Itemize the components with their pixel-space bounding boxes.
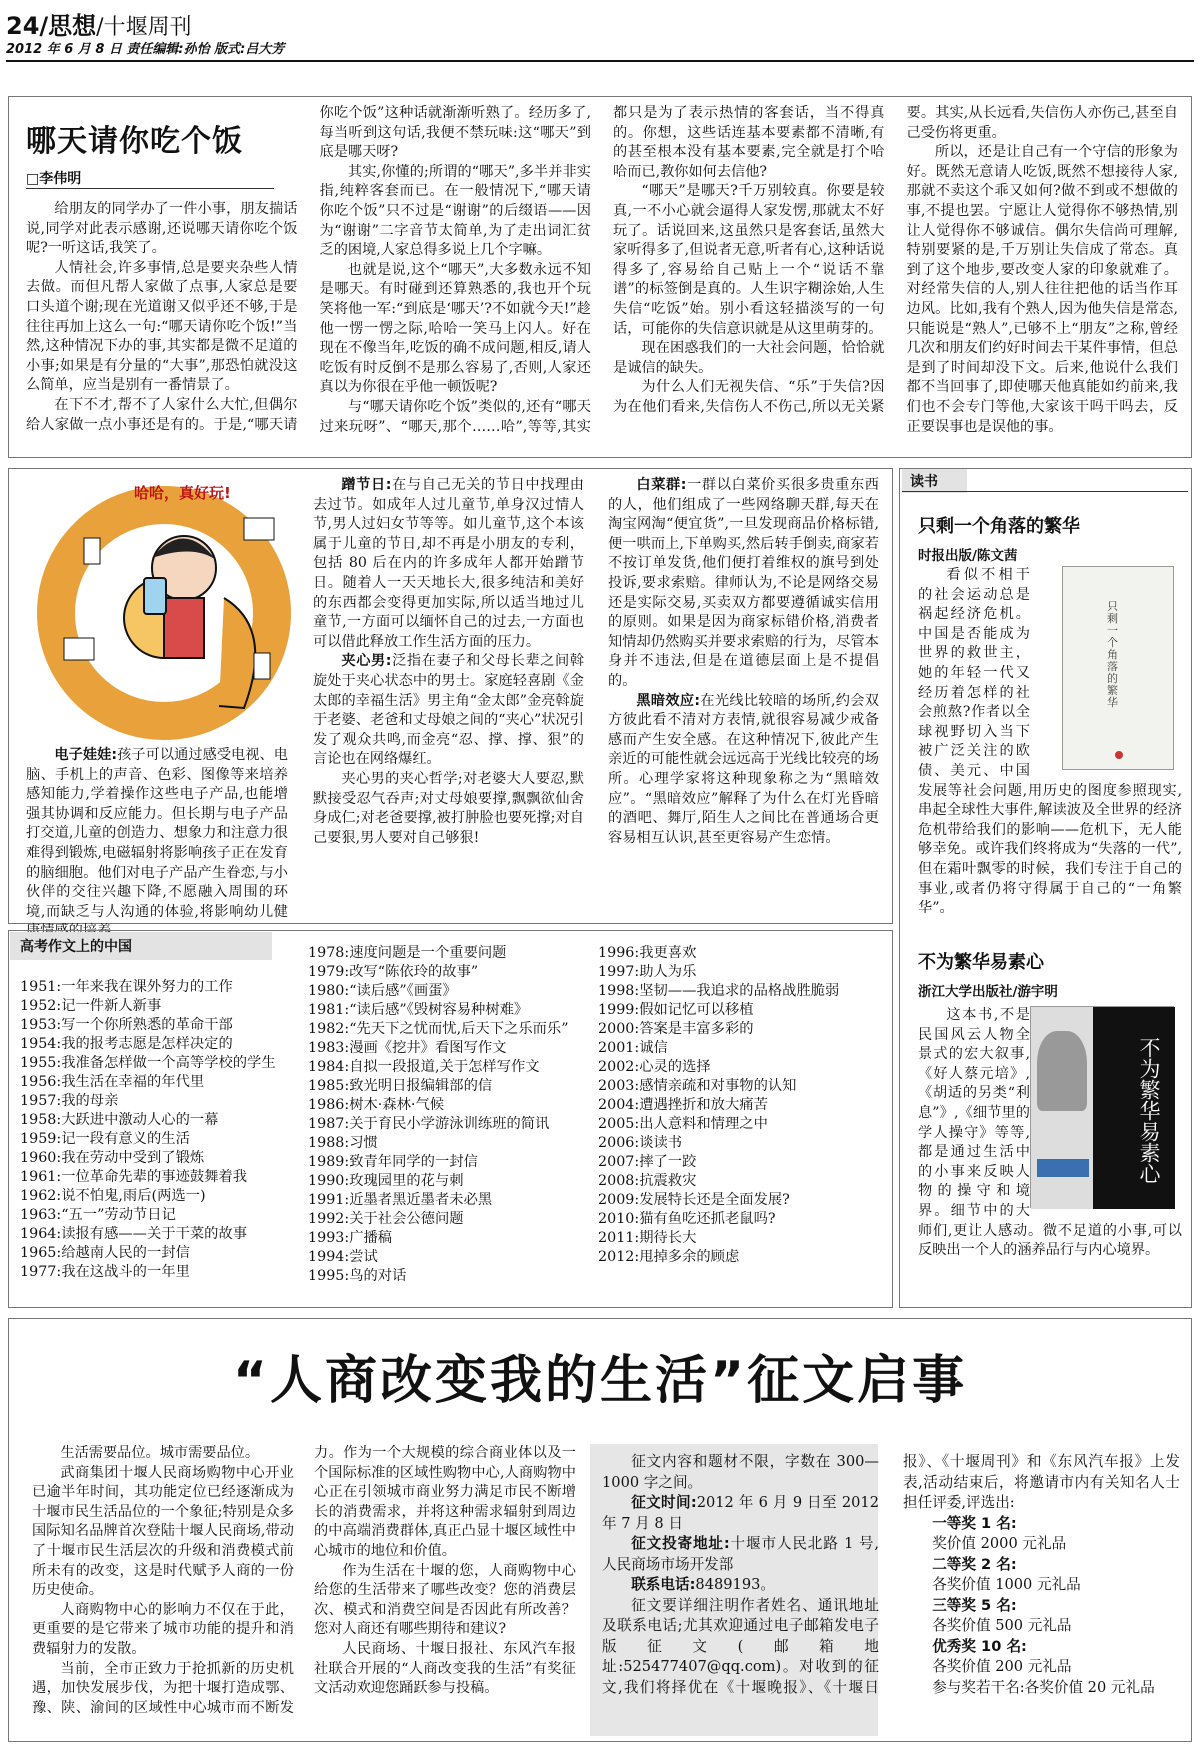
- essay-topic: 1986:树木·森林·气候: [308, 1097, 445, 1113]
- article1-paragraph: 在下不才,帮不了人家什么大忙,但偶尔给人家做一点小事还是有的。于是,“哪天请你吃个饭”这种话就渐渐听熟了。经历多了,每当听到这句话,我便不禁玩味:这“哪天”到底是哪天呀?: [26, 105, 591, 433]
- page-header: [6, 6, 192, 41]
- book2-title: 不为繁华易素心: [918, 952, 1044, 973]
- essay-topic: 1984:自拟一段报道,关于怎样写作文: [308, 1059, 540, 1075]
- essay-topic: 1985:致光明日报编辑部的信: [308, 1078, 493, 1094]
- book2-publisher: 浙江大学出版社/游宇明: [918, 984, 1058, 1000]
- term-label: 蹭节日:: [341, 477, 392, 493]
- essay-topic: 1997:助人为乐: [598, 964, 697, 980]
- essay-topic: 1951:一年来我在课外努力的工作: [20, 979, 233, 995]
- reading-tab: 读书: [902, 469, 967, 493]
- info-time-label: 征文时间:: [631, 1494, 697, 1511]
- essay-topic: 1988:习惯: [308, 1135, 378, 1151]
- info-content-text: 征文内容和题材不限，字数在 300—1000 字之间。: [602, 1453, 879, 1491]
- info-address: [602, 1534, 879, 1575]
- term-entry: [26, 746, 288, 942]
- article2-body-top: [313, 476, 879, 916]
- mobile-icon: [84, 538, 100, 564]
- book1-cover-float: [1030, 566, 1182, 778]
- term-text: 在与自己无关的节日中找理由去过节。如成年人过儿童节,单身汉过情人节,男人过妇女节等等。如儿童节,这个本该属于儿童的节日,却不再是小朋友的专利，包括 80 后在内的许多成年人都开始蹭节日。随着人一天天地长大,很多纯洁和美好的东西都会变得更加实际,所以适当地过儿童节,一方面可以缅怀自己的过去,一方面也可以借此释放工作生活方面的压力。: [313, 477, 584, 650]
- article1-paragraph: 也就是说,这个“哪天”,大多数永远不知是哪天。有时碰到还算熟悉的,我也开个玩笑将他一军:“到底是‘哪天’?不如就今天!”趁他一愣一愣之际,哈哈一笑马上闪人。好在现在不像当年,吃饭的确不成问题,相反,请人吃饭有时反倒不是那么容易了,否则,人家还真以为你很在乎他一顿饭呢?: [319, 261, 591, 396]
- article1-title: 哪天请你吃个饭: [26, 124, 243, 159]
- zhengwen-paragraph: 当前，全市正致力于抢抓新的历史机遇，加快发展步伐，为把十堰打造成鄂、豫、陕、渝间的区域性中心城市而不断发力。作为一个大规模的综合商业体以及一个国际标准的区域性购物中心,人商购物中心正在引领城市商业努力满足市民不断增长的消费需求，并将这种需求辐射到周边的中高端消费群体,真正凸显十堰区域性中心城市的地位和价值。: [32, 1445, 576, 1716]
- info-content: [602, 1452, 879, 1493]
- info-address-text: 十堰市人民北路 1 号,人民商场市场开发部: [602, 1535, 880, 1573]
- prize-value: 各奖价值 500 元礼品: [932, 1617, 1072, 1634]
- gaokao-list-1: [20, 978, 276, 1282]
- info-address-label: 征文投寄地址:: [631, 1535, 730, 1552]
- book1-title: 只剩一个角落的繁华: [918, 516, 1080, 537]
- essay-topic: 1982:“先天下之忧而忧,后天下之乐而乐”: [308, 1021, 569, 1037]
- tv-icon: [64, 638, 94, 660]
- article1-body: [26, 104, 1178, 452]
- at-tail: [219, 598, 255, 708]
- gaokao-tab: 高考作文上的中国: [10, 932, 272, 960]
- prize-name: 二等奖 2 名:: [932, 1555, 1017, 1573]
- prize-name: 优秀奖 10 名:: [932, 1637, 1027, 1655]
- book1-publisher: 时报出版/陈文茜: [918, 548, 1018, 564]
- laptop-icon: [244, 518, 274, 540]
- essay-topic: 2010:猫有鱼吃还抓老鼠吗?: [598, 1211, 776, 1227]
- term-label: 电子娃娃:: [54, 747, 118, 763]
- term-label: 夹心男:: [341, 653, 392, 670]
- essay-topic: 1963:“五一”劳动节日记: [20, 1207, 176, 1223]
- zhengwen-paragraph: 生活需要品位。城市需要品位。: [60, 1445, 260, 1461]
- child-body: [164, 598, 204, 658]
- article1-paragraph: 与“哪天请你吃个饭”类似的,还有“哪天过来玩呀”、“哪天,那个……哈”,等等,其实都只是为了表示热情的客套话，当不得真的。你想，这些话连基本要素都不清晰,有的甚至根本没有基本要素,完全就是打个哈哈而已,教你如何去信他?: [319, 105, 885, 435]
- essay-topic: 1989:致青年同学的一封信: [308, 1154, 478, 1170]
- essay-topic: 2001:诚信: [598, 1040, 668, 1056]
- article1-paragraph: 所以，还是让自己有一个守信的形象为好。既然无意请人吃饭,既然不想接待人家,那就不卖这个乖又如何?做不到或不想做的事,不提也罢。宁愿让人觉得你不够热情,别让人觉得你不够诚信。偶尔失信尚可理解,特别要紧的是,千万别让失信成了常态。真到了这个地步,要改变人家的印象就难了。对经常失信的人,别人往往把他的话当作耳边风。比如,我有个熟人,因为他失信是常态,只能说是“熟人”,已够不上“朋友”之称,曾经几次和朋友们约好时间去干某件事情，但总是到了时间却没下文。后来,他说什么我们都不当回事了,即使哪天他真能如约前来,我们也不会专门等他,大家该干吗干吗去，反正要误事也是误他的事。: [906, 144, 1178, 435]
- image-caption: 哈哈，真好玩!: [134, 484, 231, 502]
- gameboy-icon: [254, 653, 270, 679]
- article1-paragraph: 现在困惑我们的一大社会问题，恰恰就是诚信的缺失。: [613, 340, 885, 376]
- essay-topic: 1996:我更喜欢: [598, 945, 697, 961]
- term-entry: [608, 692, 879, 849]
- essay-topic: 1964:读报有感——关于干菜的故事: [20, 1226, 248, 1242]
- essay-topic: 2003:感情亲疏和对事物的认知: [598, 1078, 797, 1094]
- term-text: 泛指在妻子和父母长辈之间斡旋处于夹心状态中的男士。家庭轻喜剧《金太郎的幸福生活》男主角“金太郎”金亮斡旋于老婆、老爸和丈母娘之间的“夹心”状况引发了观众共鸣,而金亮“忍、撑、撑、狠”的言论也在网络爆红。: [313, 653, 584, 768]
- section-name: 思想: [48, 12, 97, 40]
- gaokao-list-3: [598, 944, 839, 1267]
- essay-topic: 1980:“读后感”《画蛋》: [308, 983, 457, 999]
- book1-text: [918, 566, 1182, 916]
- essay-topic: 1987:关于育民小学游泳训练班的简讯: [308, 1116, 550, 1132]
- essay-topic: 1956:我生活在幸福的年代里: [20, 1074, 205, 1090]
- title-spacer: [26, 104, 298, 200]
- phone-icon: [144, 578, 166, 614]
- book2-text: [918, 1006, 1182, 1302]
- prize-name: 三等奖 5 名:: [932, 1596, 1017, 1614]
- essay-topic: 1959:记一段有意义的生活: [20, 1131, 190, 1147]
- article1-paragraph: 给朋友的同学办了一件小事，朋友揣话说,同学对此表示感谢,还说哪天请你吃个饭呢?一听这话,我笑了。: [26, 201, 298, 257]
- essay-topic: 1957:我的母亲: [20, 1093, 119, 1109]
- essay-topic: 1992:关于社会公德问题: [308, 1211, 464, 1227]
- essay-topic: 2012:甩掉多余的顾虑: [598, 1249, 740, 1265]
- book1-summary: 看似不相干的社会运动总是祸起经济危机。中国是否能成为世界的救世主，她的年轻一代又经历着怎样的社会煎熬?作者以全球视野切入当下被广泛关注的欧债、美元、中国发展等社会问题,用历史的图度参照现实,串起全球性大事件,解读波及全世界的经济危机带给我们的影响——危机下，无人能够幸免。或许我们终将成为“失落的一代”,但在霜叶飘零的时候，我们专注于自己的事业,或者仍将守得属于自己的“一角繁华”。: [918, 567, 1182, 917]
- info-time-text: 2012 年 6 月 9 日至 2012 年 7 月 8 日: [602, 1494, 879, 1532]
- zhengwen-paragraph: 人商购物中心的影响力不仅在于此，更重要的是它带来了城市功能的提升和消费辐射力的发散。: [32, 1601, 294, 1657]
- essay-topic: 1979:改写“陈依玲的故事”: [308, 964, 479, 980]
- essay-topic: 1981:“读后感”《毁树容易种树难》: [308, 1002, 529, 1018]
- essay-topic: 2006:谈读书: [598, 1135, 683, 1151]
- info-phone-text: 8489193。: [695, 1576, 775, 1593]
- term-text: 孩子可以通过感受电视、电脑、手机上的声音、色彩、图像等来培养感知能力,学着操作这些电子产品,也能增强其协调和反应能力。但长期与电子产品打交道,儿童的创造力、想象力和注意力很难得到锻炼,电磁辐射将影响孩子正在发育的脑细胞。他们对电子产品产生眷恋,与小伙伴的交往兴趣下降,不愿融入周围的环境,而缺乏与人沟通的体验,将影响幼儿健: [26, 747, 288, 920]
- reading-tab-rule: [902, 491, 1188, 492]
- essay-topic: 2000:答案是丰富多彩的: [598, 1021, 754, 1037]
- book2-cover-title: 不为繁华易素心: [1137, 1037, 1161, 1184]
- term-entry: [313, 770, 584, 848]
- essay-topic: 1998:坚韧——我追求的品格战胜脆弱: [598, 983, 840, 999]
- essay-topic: 1983:漫画《挖井》看图写作文: [308, 1040, 507, 1056]
- term-entry: [313, 476, 584, 652]
- date-line: 2012 年 6 月 8 日 责任编辑:孙怡 版式:吕大芳: [6, 42, 285, 57]
- header-divider: [6, 60, 1194, 62]
- essay-topic: 1965:给越南人民的一封信: [20, 1245, 190, 1261]
- essay-topic: 2011:期待长大: [598, 1230, 697, 1246]
- page-number: 24/: [6, 12, 49, 40]
- article1-paragraph: 人情社会,许多事情,总是要夹杂些人情去做。而但凡帮人家做了点事,人家总是要口头道个谢;现在光道谢又似乎还不够,于是往往再加上这么一句:“哪天请你吃个饭!”当然,这种情况下办的事,其实都是微不足道的小事;如果是有分量的“大事”,那恐怕就没这么简单，应当是别有一番情景了。: [26, 259, 298, 394]
- info-phone: [602, 1575, 879, 1596]
- paper-name: /十堰周刊: [96, 15, 192, 40]
- prize-participation: 参与奖若干名:各奖价值 20 元礼品: [932, 1678, 1155, 1696]
- term-text: 在光线比较暗的场所,约会双方彼此看不清对方表情,就很容易减少戒备感而产生安全感。在这种情况下,彼此产生亲近的可能性就会远远高于光线比较亮的场所。心理学家将这种现象称之为“黑暗效应”。“黑暗效应”解释了为什么在灯光昏暗的酒吧、舞厅,陌生人之间比在普通场合更容易相互认识,甚至更容易产生恋情。: [608, 692, 879, 846]
- essay-topic: 2009:发展特长还是全面发展?: [598, 1192, 790, 1208]
- zhengwen-paragraph: 武商集团十堰人民商场购物中心开业已逾半年时间，其功能定位已经逐渐成为十堰市民生活品位的一个象征;特别是众多国际知名品牌首次登陆十堰人民商场,带动了十堰市民生活层次的升级和消费模式前所未有的改变，这是时代赋予人商的一份历史使命。: [32, 1464, 294, 1599]
- article2-body: [26, 746, 288, 920]
- essay-topic: 1991:近墨者黑近墨者未必黑: [308, 1192, 493, 1208]
- essay-topic: 1960:我在劳动中受到了锻炼: [20, 1150, 205, 1166]
- info-time: [602, 1493, 879, 1534]
- term-label: 白菜群:: [636, 477, 687, 493]
- essay-topic: 1994:尝试: [308, 1249, 378, 1265]
- book2-cover-float: [1030, 1006, 1182, 1214]
- book2-summary: 这本书,不是民国风云人物全景式的宏大叙事,《好人蔡元培》,《胡适的另类“利息”》,《细节里的学人操守》等等,都是通过生活中的小事来反映人物的操守和境界。细节中的大师们,更让人感动。微不足道的小事,可以反映出一个人的涵养品行与内心境界。: [918, 1007, 1182, 1259]
- term-label: 黑暗效应:: [636, 692, 701, 709]
- essay-topic: 2005:出人意料和情理之中: [598, 1116, 768, 1132]
- term-text: 夹心男的夹心哲学;对老婆大人要忍,默默接受忍气吞声;对丈母娘要撑,飘飘欲仙舍身成仁;对老爸要撑,被打肿脸也要死撑;对自己要狠,男人要对自己够狠!: [313, 770, 584, 846]
- prize-name: 一等奖 1 名:: [932, 1514, 1017, 1532]
- term-entry: [608, 476, 879, 692]
- essay-topic: 1995:鸟的对话: [308, 1268, 407, 1284]
- info-phone-label: 联系电话:: [631, 1576, 696, 1593]
- essay-topic: 1977:我在这战斗的一年里: [20, 1264, 190, 1280]
- essay-topic: 2007:摔了一跤: [598, 1154, 697, 1170]
- essay-topic: 1993:广播稿: [308, 1230, 393, 1246]
- article1-author: □李伟明: [26, 171, 82, 187]
- prize-value: 奖价值 2000 元礼品: [932, 1535, 1067, 1552]
- zhengwen-title: “人商改变我的生活”征文启事: [232, 1351, 968, 1411]
- term-entry: [313, 652, 584, 770]
- prize-value: 各奖价值 200 元礼品: [932, 1658, 1072, 1675]
- article1-paragraph: 其实,你懂的;所谓的“哪天”,多半并非实指,纯粹客套而已。在一般情况下,“哪天请你吃个饭”只不过是“谢谢”的后缀语——因为“谢谢”二字音节太简单,为了走出词汇贫乏的困境,人家总得多说上几个字嘛。: [319, 163, 591, 259]
- article1-paragraph: 为什么人们无视失信、“乐”于失信?因为在他们看来,失信伤人不伤己,所以无关紧要。其实,从长远看,失信伤人亦伤己,甚至自己受伤将更重。: [613, 105, 1178, 415]
- essay-topic: 2008:抗震救灾: [598, 1173, 697, 1189]
- essay-topic: 1990:玫瑰园里的花与刺: [308, 1173, 464, 1189]
- essay-topic: 1978:速度问题是一个重要问题: [308, 945, 507, 961]
- essay-topic: 1958:大跃进中激动人心的一幕: [20, 1112, 219, 1128]
- gaokao-list-2: [308, 944, 569, 1286]
- article1-paragraph: “哪天”是哪天?千万别较真。你要是较真,一不小心就会逼得人家发愣,那就太不好玩了。话说回来,这虽然只是客套话,虽然大家听得多了,但说者无意,听者有心,这种话说得多了,容易给自己贴上一个“说话不靠谱”的标签倒是真的。人生识字糊涂始,人生失信“吃饭”始。别小看这轻描淡写的一句话，可能你的失信意识就是从这里萌芽的。: [613, 183, 885, 337]
- essay-topic: 1954:我的报考志愿是怎样决定的: [20, 1036, 233, 1052]
- at-sign-illustration: [24, 478, 296, 740]
- essay-topic: 2002:心灵的选择: [598, 1059, 711, 1075]
- essay-topic: 2004:遭遇挫折和放大痛苦: [598, 1097, 768, 1113]
- prize-value: 各奖价值 1000 元礼品: [932, 1576, 1081, 1593]
- zhengwen-info: [602, 1452, 1180, 1738]
- term-text: 一群以白菜价买很多贵重东西的人，他们组成了一些网络聊天群,每天在淘宝网淘“便宜货”,一旦发现商品价格标错,便一哄而上,下单购买,然后转手倒卖,商家若不按订单发货,他们便打着维权的旗号到处投诉,要求索赔。律师认为,不论是网络交易还是实际交易,买卖双方都要遵循诚实信用的原则。如果是因为商家标错价格,消费者知情却仍然购买并要求索赔的行为，尽管本身并不违法,但是在道德层面上是不提倡的。: [608, 477, 879, 689]
- zhengwen-paragraph: 人民商场、十堰日报社、东风汽车报社联合开展的“人商改变我的生活”有奖征文活动欢迎您踊跃参与投稿。: [314, 1640, 576, 1697]
- zhengwen-body: [32, 1444, 576, 1736]
- essay-topic: 1999:假如记忆可以移植: [598, 1002, 754, 1018]
- essay-topic: 1953:写一个你所熟悉的革命干部: [20, 1017, 233, 1033]
- essay-topic: 1952:记一件新人新事: [20, 998, 162, 1014]
- zhengwen-paragraph: 作为生活在十堰的您，人商购物中心给您的生活带来了哪些改变？您的消费层次、模式和消费空间是否因此有所改善？您对人商还有哪些期待和建议?: [314, 1562, 576, 1638]
- essay-topic: 1962:说不怕鬼,雨后(两选一): [20, 1188, 206, 1204]
- book1-cover-title: 只剩一个角落的繁华: [1107, 600, 1118, 709]
- info-requirements-text: 征文要详细注明作者姓名、通讯地址及联系电话;尤其欢迎通过电子邮箱发电子版征文(邮箱地址:525477407@qq.com)。对收到的征文,我们将择优在《十堰晚报》、《十堰日报》、《十堰周刊》和《东风汽车报》上发表,活动结束后，将邀请市内有关知名人士担任评委,评选出:: [602, 1453, 1180, 1696]
- essay-topic: 1961:一位革命先辈的事迹鼓舞着我: [20, 1169, 248, 1185]
- essay-topic: 1955:我准备怎样做一个高等学校的学生: [20, 1055, 276, 1071]
